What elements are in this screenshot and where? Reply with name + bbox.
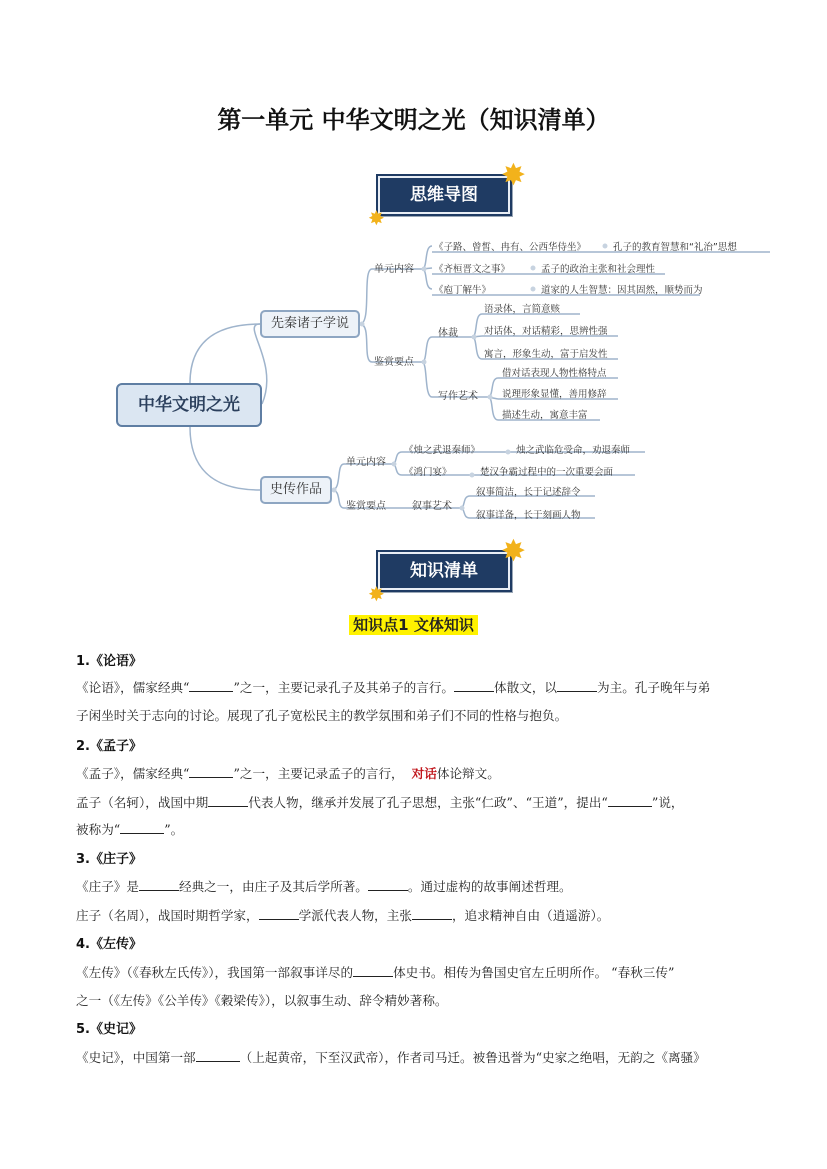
page-title: 第一单元 中华文明之光（知识清单） [217, 106, 610, 134]
node-narrative: 叙事艺术 [412, 501, 452, 512]
narrative-item: 叙事简洁，长于记述辞令 [476, 487, 581, 498]
star-icon: ✸ [500, 158, 526, 193]
banner-text: 知识清单 [410, 561, 478, 581]
star-icon: ✸ [368, 582, 385, 606]
text-note: 道家的人生智慧：因其固然，顺势而为 [541, 285, 703, 296]
section-heading: 5.《史记》 [76, 1022, 142, 1037]
text-note: 孟子的政治主张和社会理性 [541, 264, 656, 275]
mindmap-banner [368, 158, 526, 230]
mind-map [110, 232, 790, 532]
banner-text: 思维导图 [410, 185, 478, 205]
section-line: 《庄子》是 经典之一，由庄子及其后学所著。 。通过虚构的故事阐述哲理。 [76, 879, 572, 894]
branch-historical: 史传作品 [260, 476, 332, 504]
fill-blank[interactable] [208, 794, 248, 807]
fill-blank[interactable] [196, 1049, 240, 1062]
text-title: 《庖丁解牛》 [434, 285, 492, 296]
section-line: 《史记》，中国第一部 （上起黄帝，下至汉武帝），作者司马迁。被鲁迅誉为“史家之绝唱，无韵之《离骚》 [76, 1050, 706, 1065]
writing-item: 描述生动，寓意丰富 [502, 410, 588, 421]
section-line: 之一（《左传》《公羊传》《穀梁传》），以叙事生动、辞令精妙著称。 [76, 993, 448, 1008]
fill-blank[interactable] [120, 821, 164, 834]
fill-blank[interactable] [189, 765, 233, 778]
section-heading: 1.《论语》 [76, 654, 142, 669]
section-line: 子闲坐时关于志向的讨论。展现了孔子宽松民主的教学氛围和弟子们不同的性格与抱负。 [76, 708, 568, 723]
style-item: 寓言，形象生动，富于启发性 [484, 349, 608, 360]
fill-blank[interactable] [412, 907, 452, 920]
writing-item: 借对话表现人物性格特点 [502, 368, 607, 379]
knowledge-banner [368, 534, 526, 606]
node-unit-content: 单元内容 [374, 264, 414, 275]
section-heading: 3.《庄子》 [76, 852, 142, 867]
star-icon: ✸ [368, 206, 385, 230]
fill-blank[interactable] [189, 679, 233, 692]
mind-map-root: 中华文明之光 [116, 383, 262, 427]
highlighted-word: 对话 [411, 766, 437, 781]
section-line: 被称为“ ”。 [76, 822, 184, 837]
node-appreciation: 鉴赏要点 [346, 501, 386, 512]
section-line: 庄子（名周），战国时期哲学家， 学派代表人物，主张 ，追求精神自由（逍遥游）。 [76, 908, 610, 923]
fill-blank[interactable] [557, 679, 597, 692]
fill-blank[interactable] [368, 878, 408, 891]
section-line: 孟子（名轲），战国中期 代表人物，继承并发展了孔子思想，主张“仁政”、“王道”，提出“ ”说， [76, 795, 684, 810]
node-unit-content: 单元内容 [346, 457, 386, 468]
fill-blank[interactable] [259, 907, 299, 920]
branch-pre-qin: 先秦诸子学说 [260, 310, 360, 338]
node-writing: 写作艺术 [438, 391, 478, 402]
section-heading: 4.《左传》 [76, 937, 142, 952]
text-note: 烛之武临危受命，劝退秦师 [516, 445, 631, 456]
text-note: 孔子的教育智慧和“礼治”思想 [613, 242, 737, 253]
text-title: 《鸿门宴》 [404, 467, 452, 478]
node-appreciation: 鉴赏要点 [374, 357, 414, 368]
fill-blank[interactable] [608, 794, 652, 807]
style-item: 语录体，言简意赅 [484, 304, 561, 315]
style-item: 对话体，对话精彩，思辨性强 [484, 326, 608, 337]
node-style: 体裁 [438, 328, 458, 339]
text-title: 《齐桓晋文之事》 [434, 264, 511, 275]
mind-map-connectors [110, 232, 790, 532]
section-line: 《论语》，儒家经典“ ”之一，主要记录孔子及其弟子的言行。 体散文，以 为主。孔子晚年与弟 [76, 680, 711, 695]
section-heading: 2.《孟子》 [76, 739, 142, 754]
narrative-item: 叙事详备，长于刻画人物 [476, 510, 581, 521]
star-icon: ✸ [500, 534, 526, 569]
section-line: 《左传》（《春秋左氏传》），我国第一部叙事详尽的 体史书。相传为鲁国史官左丘明所作。 “春秋三传” [76, 965, 675, 980]
text-note: 楚汉争霸过程中的一次重要会面 [480, 467, 614, 478]
section-line: 《孟子》，儒家经典“ ”之一，主要记录孟子的言行， 对话体论辩文。 [76, 766, 500, 781]
fill-blank[interactable] [139, 878, 179, 891]
text-title: 《子路、曾皙、冉有、公西华侍坐》 [434, 242, 587, 253]
text-title: 《烛之武退秦师》 [404, 445, 481, 456]
knowledge-point-title: 知识点1 文体知识 [0, 614, 827, 635]
writing-item: 说理形象显懂，善用修辞 [502, 389, 607, 400]
fill-blank[interactable] [454, 679, 494, 692]
fill-blank[interactable] [353, 964, 393, 977]
